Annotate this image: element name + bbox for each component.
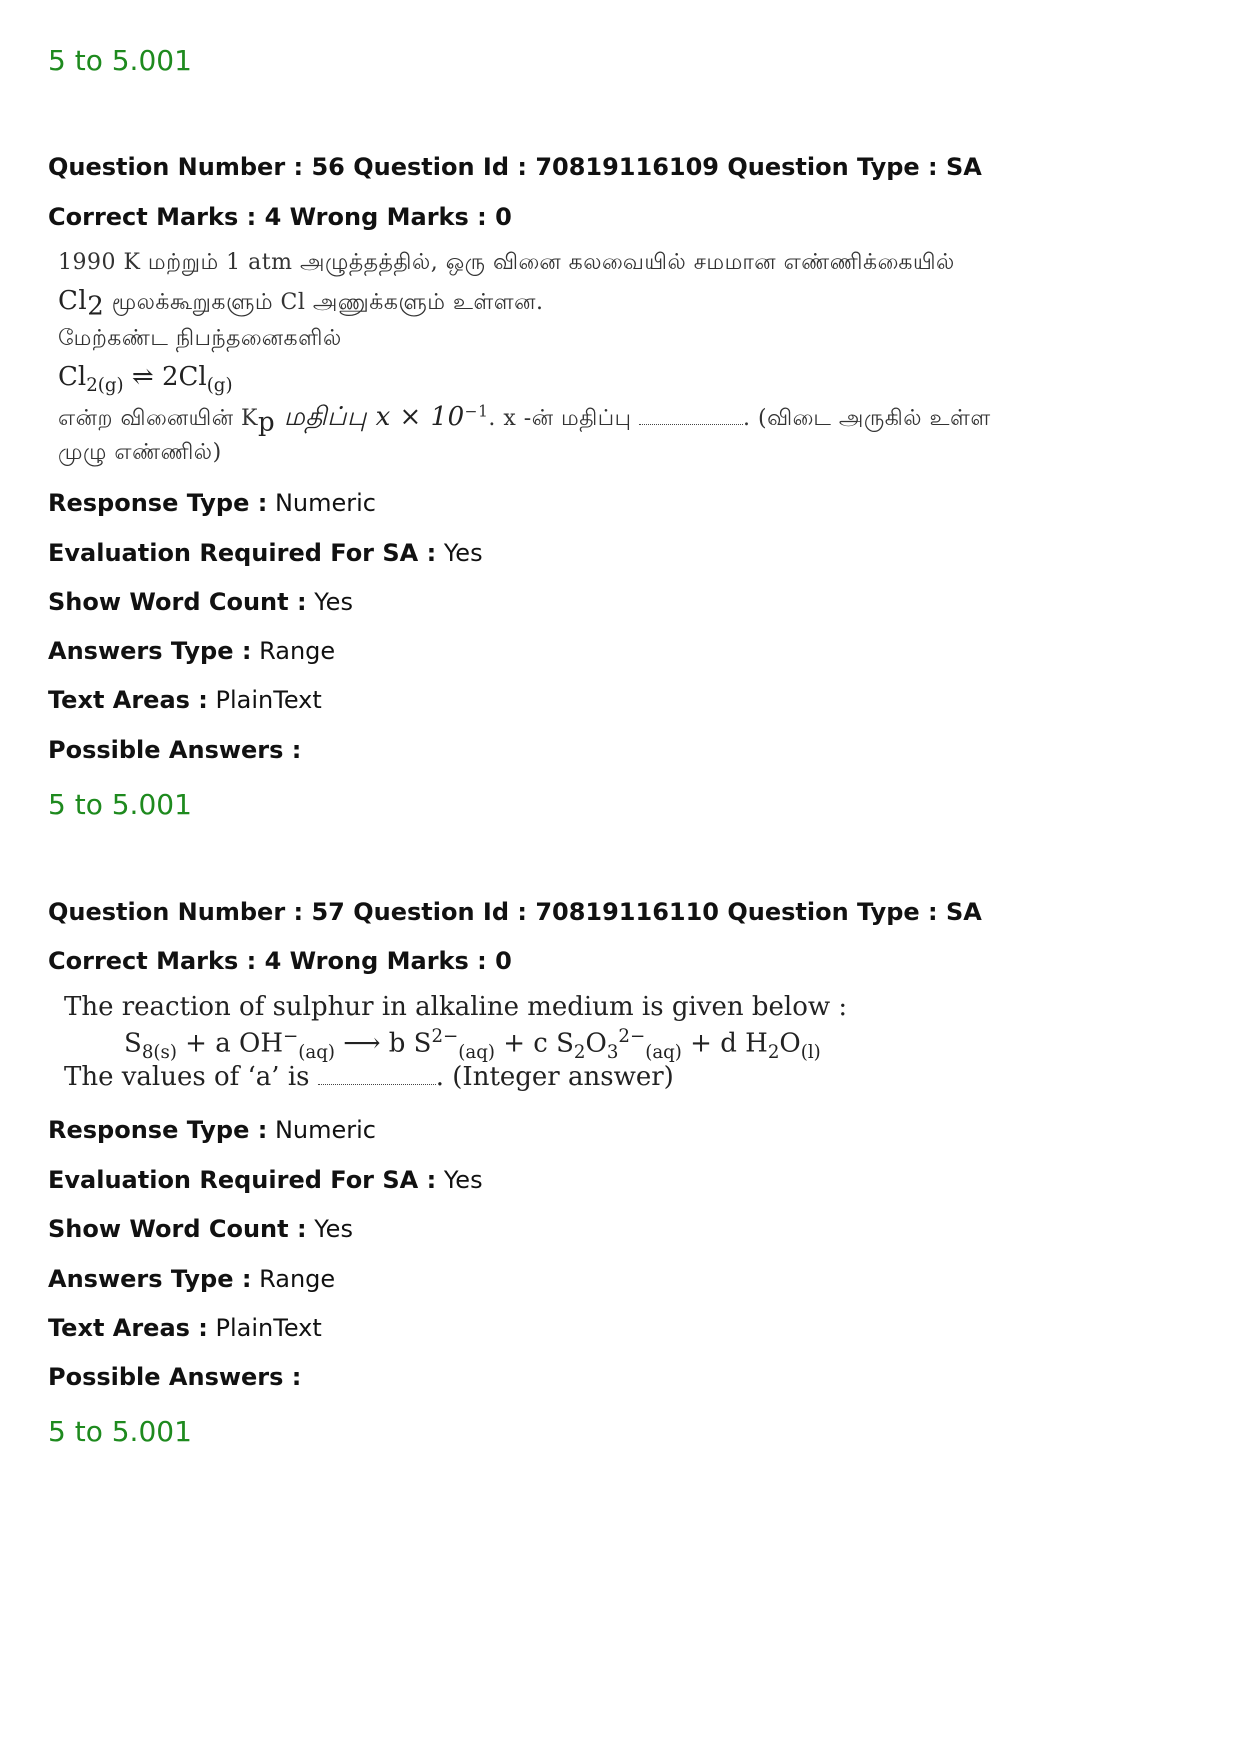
previous-possible-answer: 5 to 5.001 (48, 44, 192, 77)
q56-answers-type: Answers Type : Range (48, 637, 336, 665)
q56-show-word-count: Show Word Count : Yes (48, 588, 353, 616)
q56-evaluation-required: Evaluation Required For SA : Yes (48, 539, 483, 567)
q57-text-areas: Text Areas : PlainText (48, 1314, 322, 1342)
q56-answer-blank (639, 424, 743, 425)
q57-line3: The values of ‘a’ is . (Integer answer) (64, 1062, 674, 1092)
q57-answers-type: Answers Type : Range (48, 1265, 336, 1293)
q56-response-type: Response Type : Numeric (48, 489, 376, 517)
q57-answer-blank (318, 1084, 436, 1085)
q57-header: Question Number : 57 Question Id : 70819116110 Question Type : SA (48, 898, 982, 926)
q57-show-word-count: Show Word Count : Yes (48, 1215, 353, 1243)
q57-possible-answer: 5 to 5.001 (48, 1415, 192, 1448)
q57-question-image (58, 990, 848, 1098)
q56-possible-answers-label: Possible Answers : (48, 736, 302, 764)
q56-line2: $Cl_2$ மூலக்கூறுகளும் Cl அணுக்களும் உள்ளன. (58, 286, 544, 322)
q56-marks: Correct Marks : 4 Wrong Marks : 0 (48, 203, 512, 231)
q57-equation: $S_{8(s)} + a$ $OH^-_{(aq)}$ ⟶ b $S^{2-}_{(aq)} + c$ $S_2O_3^{2-}_{(aq)} + d$ $H_2O_{(l)}$ (124, 1026, 821, 1063)
q56-possible-answer: 5 to 5.001 (48, 788, 192, 821)
q56-line3: மேற்கண்ட நிபந்தனைகளில் (58, 326, 342, 351)
q57-evaluation-required: Evaluation Required For SA : Yes (48, 1166, 483, 1194)
q57-marks: Correct Marks : 4 Wrong Marks : 0 (48, 947, 512, 975)
q56-line1: 1990 K மற்றும் 1 atm அழுத்தத்தில், ஒரு வினை கலவையில் சமமான எண்ணிக்கையில் (58, 250, 955, 275)
q57-line1: The reaction of sulphur in alkaline medium is given below : (64, 992, 848, 1022)
q56-line5: என்ற வினையின் $K_p$ மதிப்பு $x \times 10^{-1}$. x -ன் மதிப்பு . (விடை அருகில் உள்ள (58, 402, 991, 438)
q56-text-areas: Text Areas : PlainText (48, 686, 322, 714)
q56-equation: $Cl_{2(g)}$ ⇌ $2Cl_{(g)}$ (58, 362, 233, 397)
q56-header: Question Number : 56 Question Id : 70819116109 Question Type : SA (48, 153, 982, 181)
q56-question-image (58, 246, 991, 476)
q57-possible-answers-label: Possible Answers : (48, 1363, 302, 1391)
q57-response-type: Response Type : Numeric (48, 1116, 376, 1144)
q56-line6: முழு எண்ணில்) (58, 440, 222, 465)
